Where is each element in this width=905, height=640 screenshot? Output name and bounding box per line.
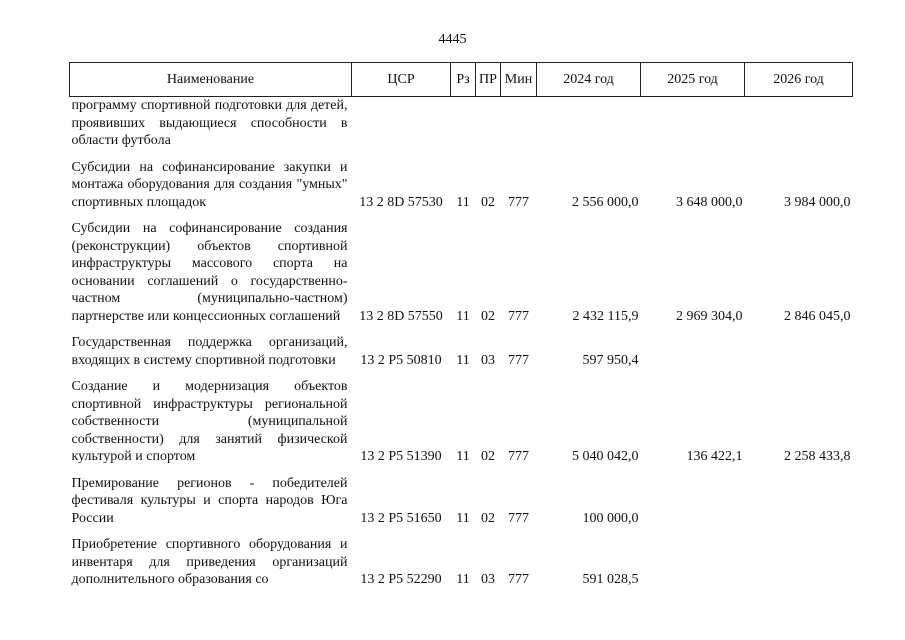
row-2026: [745, 97, 853, 150]
row-name: [70, 97, 352, 150]
row-2025: 2 969 304,0: [676, 308, 743, 324]
row-2025: [641, 97, 745, 150]
row-csr: 13 2 P5 52290: [360, 572, 442, 587]
row-pr: 02: [481, 449, 495, 464]
row-2025: [641, 325, 745, 369]
header-rz: Рз: [451, 63, 476, 97]
row-name: [70, 150, 352, 212]
row-rz: 11: [456, 449, 470, 464]
row-2025: [641, 527, 745, 589]
row-min: 777: [508, 449, 529, 464]
row-min: 777: [508, 194, 529, 210]
row-name-text: Премирование регионов - победителей фестиваля культуры и спорта народов Юга России: [71, 475, 348, 526]
table-row: [70, 97, 853, 150]
row-pr: 02: [481, 194, 495, 210]
row-pr: 03: [481, 352, 495, 368]
row-2026: 2 846 045,0: [784, 308, 851, 324]
row-pr: 03: [481, 572, 495, 587]
header-row: [70, 63, 853, 97]
row-csr: 13 2 P5 51650: [360, 510, 442, 526]
row-name: [70, 325, 352, 369]
row-2024: [537, 97, 641, 150]
row-name: [70, 211, 352, 325]
row-pr: [476, 97, 501, 150]
header-pr: ПР: [476, 63, 501, 97]
row-2024: 5 040 042,0: [572, 449, 639, 464]
row-pr: 02: [481, 308, 495, 324]
row-2026: 2 258 433,8: [784, 449, 851, 464]
page-number: 4445: [438, 32, 467, 47]
row-2024: 591 028,5: [582, 572, 639, 587]
row-csr: [352, 97, 451, 150]
row-csr: 13 2 P5 51390: [360, 449, 442, 464]
row-pr: 02: [481, 510, 495, 526]
row-2024: 597 950,4: [582, 352, 639, 368]
row-rz: 11: [456, 352, 470, 368]
header-min: Мин: [501, 63, 537, 97]
row-csr: 13 2 8D 57550: [359, 308, 443, 324]
row-csr: 13 2 P5 50810: [360, 352, 442, 368]
row-rz: [451, 97, 476, 150]
row-name-text: Приобретение спортивного оборудования и инвентаря для приведения организаций дополнительного образования со: [71, 537, 348, 587]
row-2025: 3 648 000,0: [676, 194, 743, 210]
row-min: [501, 97, 537, 150]
row-rz: 11: [456, 308, 470, 324]
row-name: [70, 527, 352, 589]
row-2024: 2 432 115,9: [572, 308, 639, 324]
row-2025: [641, 466, 745, 528]
table-row: [70, 211, 853, 325]
row-csr: 13 2 8D 57530: [359, 194, 443, 210]
row-2026: [745, 325, 853, 369]
table-row: [70, 325, 853, 369]
row-rz: 11: [456, 510, 470, 526]
table-row: [70, 369, 853, 466]
row-min: 777: [508, 352, 529, 368]
table-row: [70, 527, 853, 589]
row-min: 777: [508, 308, 529, 324]
row-name-text: программу спортивной подготовки для детей, проявивших выдающиеся способности в области футбола: [71, 98, 348, 148]
row-rz: 11: [456, 194, 470, 210]
table-header: [70, 63, 853, 97]
row-name-text: Субсидии на софинансирование создания (реконструкции) объектов спортивной инфраструктуры массового спорта на основании соглашений о государственно-частном (муниципально-частном) партнерстве или концессионных соглашений: [71, 221, 348, 324]
row-2024: 2 556 000,0: [572, 194, 639, 210]
budget-table: [69, 62, 853, 589]
row-name: [70, 466, 352, 528]
row-2025: 136 422,1: [686, 449, 743, 464]
row-2026: [745, 466, 853, 528]
row-2026: 3 984 000,0: [784, 194, 851, 210]
row-name-text: Государственная поддержка организаций, входящих в систему спортивной подготовки: [71, 335, 348, 368]
table-row: [70, 466, 853, 528]
table-body: [70, 97, 853, 589]
row-min: 777: [508, 510, 529, 526]
row-name-text: Создание и модернизация объектов спортивной инфраструктуры региональной собственности (муниципальной собственности) для занятий физической культурой и спортом: [71, 379, 348, 464]
row-min: 777: [508, 572, 529, 587]
row-2024: 100 000,0: [582, 510, 639, 526]
header-2026: 2026 год: [745, 63, 853, 97]
row-2026: [745, 527, 853, 589]
header-2025: 2025 год: [641, 63, 745, 97]
header-name: Наименование: [70, 63, 352, 97]
table-row: [70, 150, 853, 212]
header-2024: 2024 год: [537, 63, 641, 97]
row-rz: 11: [456, 572, 470, 587]
header-csr: ЦСР: [352, 63, 451, 97]
row-name-text: Субсидии на софинансирование закупки и монтажа оборудования для создания "умных" спортивных площадок: [71, 159, 348, 210]
row-name: [70, 369, 352, 466]
